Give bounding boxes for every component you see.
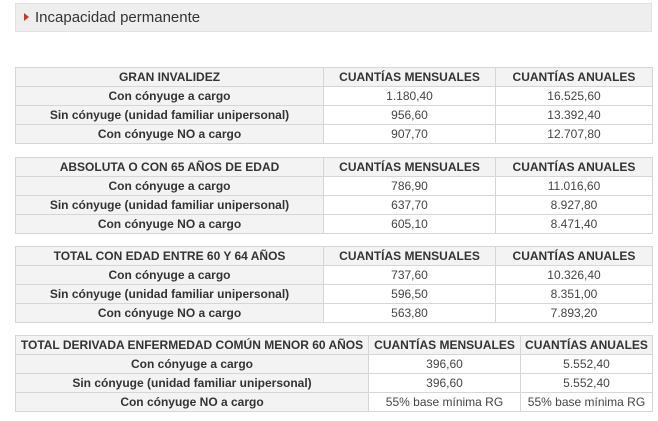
monthly-value: 786,90 [324, 177, 496, 196]
table-row [16, 285, 653, 304]
row-label: Sin cónyuge (unidad familiar unipersonal) [16, 374, 369, 393]
monthly-value: 1.180,40 [324, 87, 496, 106]
table-absoluta [15, 157, 653, 234]
column-header-annual: CUANTÍAS ANUALES [521, 336, 653, 355]
annual-value: 8.471,40 [496, 215, 653, 234]
table-row [16, 87, 653, 106]
row-label: Con cónyuge a cargo [16, 266, 324, 285]
table-heading: GRAN INVALIDEZ [16, 68, 324, 87]
table-row [16, 177, 653, 196]
column-header-annual: CUANTÍAS ANUALES [496, 68, 653, 87]
annual-value: 8.927,80 [496, 196, 653, 215]
column-header-monthly: CUANTÍAS MENSUALES [324, 158, 496, 177]
annual-value: 12.707,80 [496, 125, 653, 144]
table-enfermedad-comun [15, 335, 653, 412]
table-row [16, 374, 653, 393]
row-label: Sin cónyuge (unidad familiar unipersonal) [16, 106, 324, 125]
column-header-monthly: CUANTÍAS MENSUALES [369, 336, 521, 355]
annual-value: 10.326,40 [496, 266, 653, 285]
table-row [16, 196, 653, 215]
monthly-value: 737,60 [324, 266, 496, 285]
table-row [16, 106, 653, 125]
table-total-60-64 [15, 246, 653, 323]
monthly-value: 637,70 [324, 196, 496, 215]
row-label: Sin cónyuge (unidad familiar unipersonal) [16, 285, 324, 304]
annual-value: 13.392,40 [496, 106, 653, 125]
monthly-value: 956,60 [324, 106, 496, 125]
table-row [16, 266, 653, 285]
table-header-row [16, 68, 653, 87]
table-row [16, 355, 653, 374]
table-row [16, 304, 653, 323]
annual-value: 55% base mínima RG [521, 393, 653, 412]
monthly-value: 563,80 [324, 304, 496, 323]
table-row [16, 125, 653, 144]
monthly-value: 55% base mínima RG [369, 393, 521, 412]
table-row [16, 393, 653, 412]
row-label: Con cónyuge NO a cargo [16, 215, 324, 234]
monthly-value: 396,60 [369, 355, 521, 374]
column-header-annual: CUANTÍAS ANUALES [496, 247, 653, 266]
annual-value: 5.552,40 [521, 355, 653, 374]
row-label: Con cónyuge a cargo [16, 355, 369, 374]
annual-value: 11.016,60 [496, 177, 653, 196]
annual-value: 16.525,60 [496, 87, 653, 106]
table-heading: TOTAL DERIVADA ENFERMEDAD COMÚN MENOR 60 AÑOS [16, 336, 369, 355]
column-header-monthly: CUANTÍAS MENSUALES [324, 68, 496, 87]
table-heading: TOTAL CON EDAD ENTRE 60 Y 64 AÑOS [16, 247, 324, 266]
section-header [15, 3, 652, 32]
row-label: Sin cónyuge (unidad familiar unipersonal) [16, 196, 324, 215]
row-label: Con cónyuge a cargo [16, 177, 324, 196]
monthly-value: 596,50 [324, 285, 496, 304]
table-heading: ABSOLUTA O CON 65 AÑOS DE EDAD [16, 158, 324, 177]
column-header-monthly: CUANTÍAS MENSUALES [324, 247, 496, 266]
table-header-row [16, 247, 653, 266]
monthly-value: 605,10 [324, 215, 496, 234]
monthly-value: 907,70 [324, 125, 496, 144]
section-title: Incapacidad permanente [35, 9, 201, 26]
annual-value: 5.552,40 [521, 374, 653, 393]
monthly-value: 396,60 [369, 374, 521, 393]
table-header-row [16, 336, 653, 355]
table-row [16, 215, 653, 234]
table-gran-invalidez [15, 67, 653, 144]
row-label: Con cónyuge NO a cargo [16, 125, 324, 144]
annual-value: 8.351,00 [496, 285, 653, 304]
caret-right-icon [24, 13, 29, 21]
annual-value: 7.893,20 [496, 304, 653, 323]
row-label: Con cónyuge NO a cargo [16, 393, 369, 412]
column-header-annual: CUANTÍAS ANUALES [496, 158, 653, 177]
row-label: Con cónyuge NO a cargo [16, 304, 324, 323]
row-label: Con cónyuge a cargo [16, 87, 324, 106]
table-header-row [16, 158, 653, 177]
